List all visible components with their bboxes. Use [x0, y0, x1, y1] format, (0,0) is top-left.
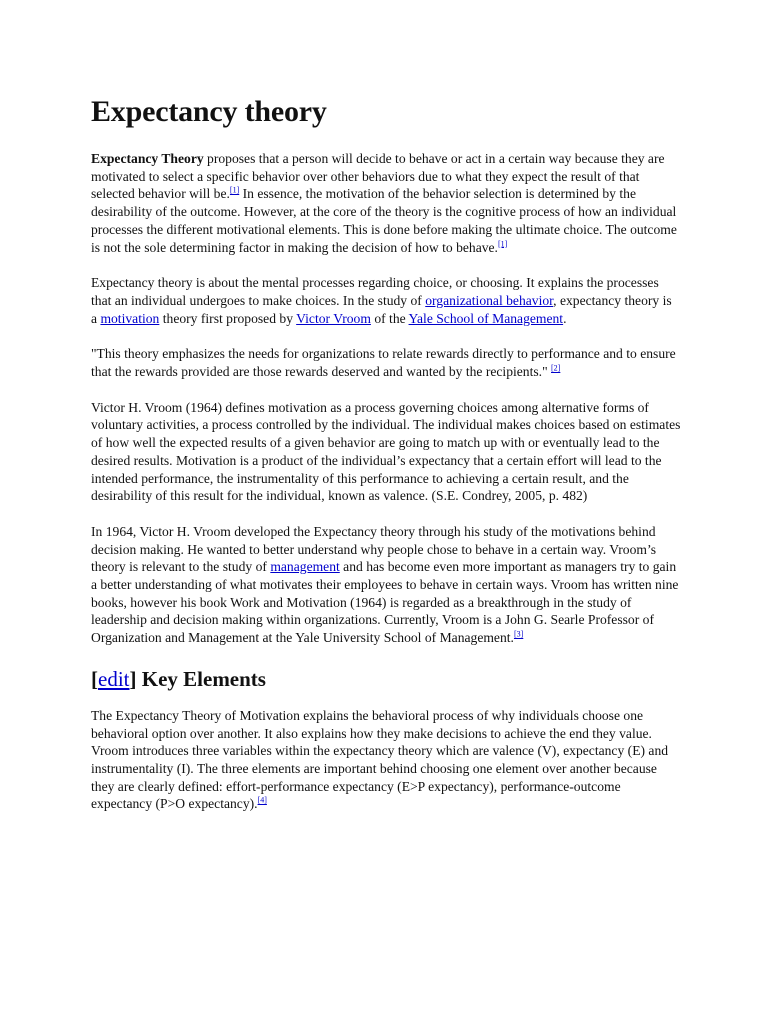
citation-ref[interactable]	[514, 630, 523, 639]
p2-text-e: .	[563, 310, 567, 326]
link-motivation[interactable]: motivation	[100, 310, 160, 326]
paragraph-vroom-history	[91, 523, 681, 647]
citation-ref[interactable]	[258, 796, 267, 805]
paragraph-intro	[91, 150, 681, 256]
intro-text-b: In essence, the motivation of the behavior selection is determined by the desirability of the outcome. However, at the core of the theory is the cognitive process of how an individual processes the different motivational elements. This is done before making the ultimate choice. The outcome is not the sole determining factor in making the decision of how to behave.	[91, 186, 677, 255]
p2-text-b: , expectancy theory is a	[91, 292, 672, 326]
section-heading-key-elements	[91, 665, 681, 693]
paragraph-vroom-definition: Victor H. Vroom (1964) defines motivation as a process governing choices among alternative forms of voluntary activities, a process controlled by the individual. The individual makes choices based on estimates of how well the expected results of a given behavior are going to match up with or eventually lead to the desired results. Motivation is a product of the individual’s expectancy that a certain effort will lead to the intended performance, the instrumentality of this performance to achieving a certain result, and the desirability of this result for the individual, known as valence. (S.E. Condrey, 2005, p. 482)	[91, 399, 681, 504]
article-body	[91, 92, 681, 831]
paragraph-quote	[91, 345, 681, 380]
intro-text-a: proposes that a person will decide to behave or act in a certain way because they are motivated to select a specific behavior over other behaviors due to what they expect the result of that selected behavior will be.	[91, 151, 665, 202]
paragraph-mental-processes	[91, 274, 681, 327]
intro-bold-lead: Expectancy Theory	[91, 151, 204, 166]
citation-link-3[interactable]: [3]	[513, 629, 524, 639]
p2-text-c: theory first proposed by	[159, 310, 297, 326]
paragraph-key-elements	[91, 707, 681, 813]
edit-link[interactable]: edit	[98, 666, 130, 691]
page-title: Expectancy theory	[91, 95, 327, 128]
link-yale-school-of-management[interactable]: Yale School of Management	[408, 310, 564, 326]
p6-text: The Expectancy Theory of Motivation explains the behavioral process of why individuals choose one behavioral option over another. It also explains how they make decisions to achieve the end they value. Vroom introduces three variables within the expectancy theory which are valence (V), expectancy (E) and instrumentality (I). The three elements are important behind choosing one element over another because they are clearly defined: effort-performance expectancy (E>P expectancy), performance-outcome expectancy (P>O expectancy).	[91, 707, 669, 812]
link-management[interactable]: management	[270, 559, 340, 575]
section-heading-text: Key Elements	[136, 666, 266, 691]
citation-ref[interactable]	[498, 239, 507, 248]
link-victor-vroom[interactable]: Victor Vroom	[296, 310, 371, 326]
citation-link-2[interactable]: [2]	[551, 363, 561, 373]
link-organizational-behavior[interactable]: organizational behavior	[425, 292, 554, 308]
bracket-close: ]	[129, 666, 137, 691]
bracket-open: [	[91, 666, 98, 691]
p5-text-b: and has become even more important as managers try to gain a better understanding of what motivates their employees to behave in certain ways. Vroom has written nine books, however his book Work and Motivation (1964) is regarded as a breakthrough in the study of leadership and decision making within organizations. Currently, Vroom is a John G. Searle Professor of Organization and Management at the Yale University School of Management.	[91, 559, 679, 646]
citation-link-1[interactable]: [1]	[229, 185, 240, 195]
p2-text-d: of the	[370, 310, 409, 326]
citation-ref[interactable]	[551, 364, 560, 373]
p3-text: "This theory emphasizes the needs for organizations to relate rewards directly to performance and to ensure that the rewards provided are those rewards deserved and wanted by the recipients."	[91, 346, 676, 380]
citation-link-4[interactable]: [4]	[257, 795, 267, 805]
citation-ref[interactable]	[230, 186, 239, 195]
citation-link-1b[interactable]: [1]	[497, 238, 508, 248]
p5-text-a: In 1964, Victor H. Vroom developed the Expectancy theory through his study of the motivations behind decision making. He wanted to better understand why people chose to behave in a certain way. Vroom’s theory is relevant to the study of	[91, 523, 657, 575]
p2-text-a: Expectancy theory is about the mental processes regarding choice, or choosing. It explains the processes that an individual undergoes to make choices. In the study of	[91, 275, 659, 308]
